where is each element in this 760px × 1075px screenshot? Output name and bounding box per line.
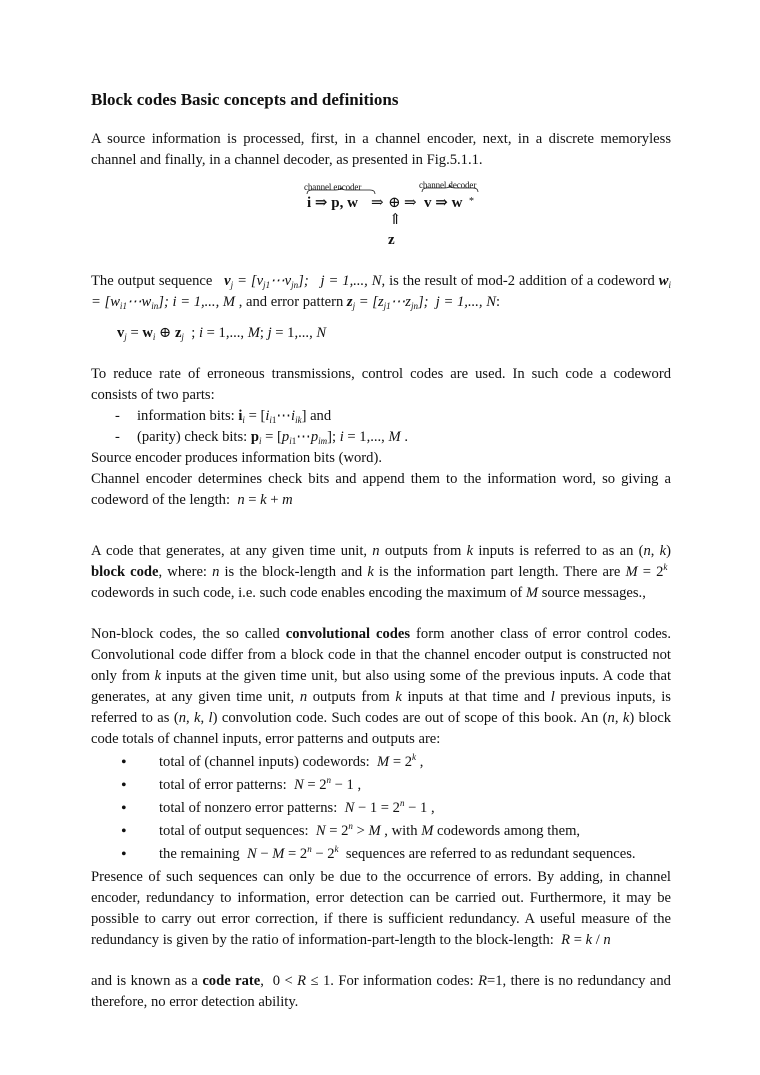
page-title: Block codes Basic concepts and definitions [91,90,399,109]
page [91,88,671,1013]
list-item: • the remaining $N - M = 2^n - 2^k$ sequences are referred to as redundant sequences. [121,844,671,865]
codeword-parts-list [91,406,671,448]
intro-paragraph: A source information is processed, first, in a channel encoder, next, in a discrete memoryless channel and finally, in a channel decoder, as presented in Fig.5.1.1. [91,131,671,168]
encoder-label: channel encoder [304,182,362,192]
xor-symbol: ⊕ [388,195,401,211]
encoder-expression: i ⇒ p, w [307,195,358,211]
control-codes-paragraph: To reduce rate of erroneous transmissions, control codes are used. In such code a codeword consists of two parts: [91,366,671,403]
list-item: - (parity) check bits: $p_i$ = $[p_{i1}\cdots p_{im}]$; i = 1,..., M . [115,427,671,448]
decoded-star: * [469,196,474,207]
block-code-paragraph: A code that generates, at any given time unit, n outputs from k inputs is referred to as an (n, k) block code, where: n is the block-length and k is the information part length. There are $M = 2^k$ codewords in such code, i.e. such code enables encoding the maximum of M source messages., [91,543,672,601]
output-sequence-paragraph: The output sequence $v_j$ = $[v_{j1}\cdots v_{jn}]$; j = 1,..., N, is the result of mod-2 addition of a codeword $w_i$ = $[w_{i1}\cdots w_{in}]$; i = 1,..., M , and error pattern $z_j$ = $[z_{j1}\cdots z_{jn}]$; j = 1,..., N: [91,273,672,311]
equation-mod2: $v_j = w_i$ ⊕ $z_j$ ; i = 1,..., M; j = 1,..., N [117,325,327,342]
convolutional-paragraph: Non-block codes, the so called convolutional codes form another class of error control codes. Convolutional code differ from a block code in that the channel encoder output is constructed not only from k inputs at the given time unit, but also using some of the previous inputs. A code that generates, at any given time unit, n outputs from k inputs at that time and l previous inputs, is referred to as (n, k, l) convolution code. Such codes are out of scope of this book. An (n, k) block code totals of channel inputs, error patterns and outputs are: [91,626,672,747]
arrow-to-decoder: ⇒ [404,195,417,211]
redundancy-paragraph: Presence of such sequences can only be due to the occurrence of errors. By adding, in channel encoder, redundancy to information, error detection can be carried out. Furthermore, it may be possible to carry out error correction, if there is sufficient redundancy. A useful measure of the redundancy is given by the ratio of information-part-length to the block-length: R = k / n [91,869,671,948]
source-encoder-line: Source encoder produces information bits (word). [91,450,382,466]
list-item: - information bits: $i_i$ = $[i_{i1}\cdots i_{ik}]$ and [115,406,671,427]
channel-diagram [91,175,671,255]
list-item: • total of nonzero error patterns: $N - 1 = 2^n - 1$ , [121,798,671,819]
decoder-expression: v ⇒ w [424,195,463,211]
channel-encoder-paragraph: Channel encoder determines check bits and append them to the information word, so giving a codeword of the length: n = k + m [91,471,671,508]
list-item: • total of output sequences: $N = 2^n > M$ , with M codewords among them, [121,821,671,842]
list-item: • total of error patterns: $N = 2^n - 1$ , [121,775,671,796]
noise-arrow: ⇑ [389,212,402,228]
decoder-label: channel decoder [419,180,477,190]
list-item: • total of (channel inputs) codewords: $M = 2^k$ , [121,752,671,773]
arrow-to-channel: ⇒ [371,195,384,211]
code-rate-paragraph: and is known as a code rate, 0 < R ≤ 1. For information codes: R=1, there is no redundancy and therefore, no error detection ability. [91,973,671,1010]
totals-list [91,752,671,865]
noise-symbol: z [388,232,395,248]
